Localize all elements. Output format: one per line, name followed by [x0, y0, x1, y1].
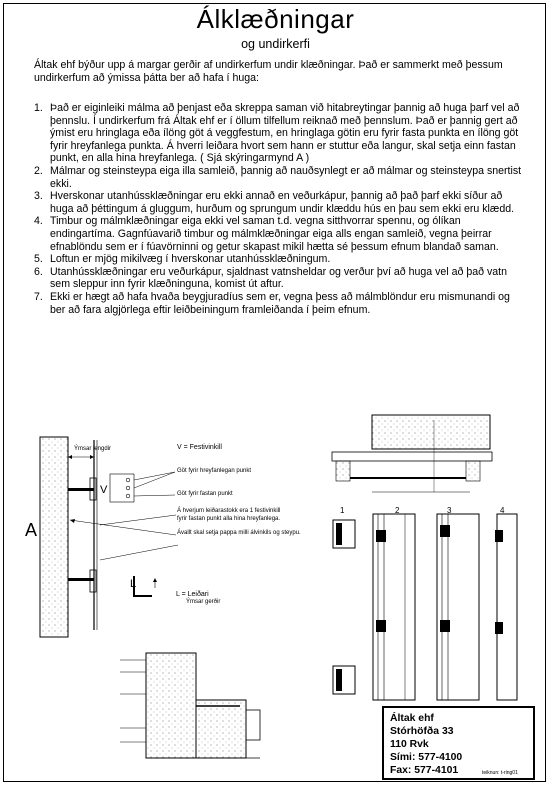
page-subtitle: og undirkerfi — [241, 37, 310, 51]
contact-city: 110 Rvk — [390, 739, 429, 750]
contact-fax: Fax: 577-4101 — [390, 765, 459, 776]
list-item: 6. Utanhússklæðningar eru veðurkápur, sjaldnast vatnsheldar og verður því að huga vel að það vatn sem sleppur inn fyrir klæðninguna, komist út aftur. — [34, 265, 507, 291]
label-got-hreyfanlegan: Göt fyrir hreyfanlegan punkt — [177, 468, 252, 474]
label-note-1: Á hverjum leiðarastokk era 1 festivinkill — [177, 508, 281, 514]
contact-company: Áltak ehf — [390, 713, 434, 724]
label-v: V — [100, 484, 108, 496]
label-l: L — [130, 578, 137, 590]
profile-label-2: 2 — [395, 506, 400, 515]
legend-l-1: L = Leiðari — [176, 591, 209, 598]
list-item: 1. Það er eiginleiki málma að þenjast eða skreppa saman við hitabreytingar þannig að huga þarf vel að þennslu. Í undirkerfum frá Áltak ehf er í öllum tilfellum reiknað með þennslum. Það er þannig gert að ýmist eru hringlaga eða ílöng göt á veggfestum, en hringlaga götin eru fyrir fasta punkta en ílöng göt fyrir hreyfanlega punkta. Á hverri leiðara hvort sem hann er stuttur eða langur, skal setja einn fastan punkt, en alla hina hreyfanlega. ( Sjá skýringarmynd A ) — [34, 102, 520, 165]
contact-street: Stórhöfða 33 — [390, 726, 454, 737]
list-item: 4. Timbur og málmklæðningar eiga ekki vel saman t.d. vegna sitthvorrar spennu, og ólíkan endingartíma. Gagnfúavarið timbur og málmklæðningar eiga alls engan samleið, vegna þeirrar efnablöndu sem er í fúavörninni og getur skapast mikil hætta sé þessum efnum blandað saman. — [34, 215, 499, 253]
list-item: 7. Ekki er hægt að hafa hvaða beygjuradíus sem er, vegna þess að málmblöndur eru mismunandi og ber að fara algjörlega eftir leiðbeiningum framleiðanda í þeim efnum. — [34, 290, 510, 316]
label-vmsar-lengdir: Ýmsar lengdir — [74, 446, 112, 452]
contact-phone: Sími: 577-4100 — [390, 752, 463, 763]
list-item: 5. Loftun er mjög mikilvæg í hverskonar utanhússklæðningum. — [34, 253, 331, 266]
profile-label-3: 3 — [447, 506, 452, 515]
legend-l-2: Ýmsar gerðir — [186, 599, 221, 605]
label-got-fastan: Göt fyrir fastan punkt — [177, 491, 233, 497]
label-note-2: fyrir fastan punkt alla hina hreyfanlega. — [177, 516, 281, 522]
list-item: 3. Hverskonar utanhússklæðningar eru ekki annað en veðurkápur, þannig að það þarf ekki síður að huga að þéttingum á gluggum, hurðum og sprungum undir klæddu hús en þau sem ekki eru klædd. — [34, 190, 515, 215]
legend-v: V = Festivinkill — [177, 444, 222, 451]
profile-label-4: 4 — [500, 506, 505, 515]
drawing-ref: teiknun: t-ring01 — [482, 770, 518, 776]
intro-paragraph: Áltak ehf býður upp á margar gerðir af undirkerfum undir klæðningar. Það er sammerkt með þessum undirkerfum að ýmissa þátta ber að hafa í huga: — [34, 59, 503, 84]
label-avallt: Ávallt skal setja pappa milli álvinkils og steypu. — [177, 530, 301, 536]
list-item: 2. Málmar og steinsteypa eiga illa samleið, þannig að nauðsynlegt er að málmar og steinsteypa snertist ekki. — [34, 164, 522, 190]
label-a: A — [25, 520, 38, 540]
page-title: Álklæðningar — [196, 4, 355, 34]
contact-box — [382, 706, 535, 780]
profile-label-1: 1 — [340, 506, 345, 515]
